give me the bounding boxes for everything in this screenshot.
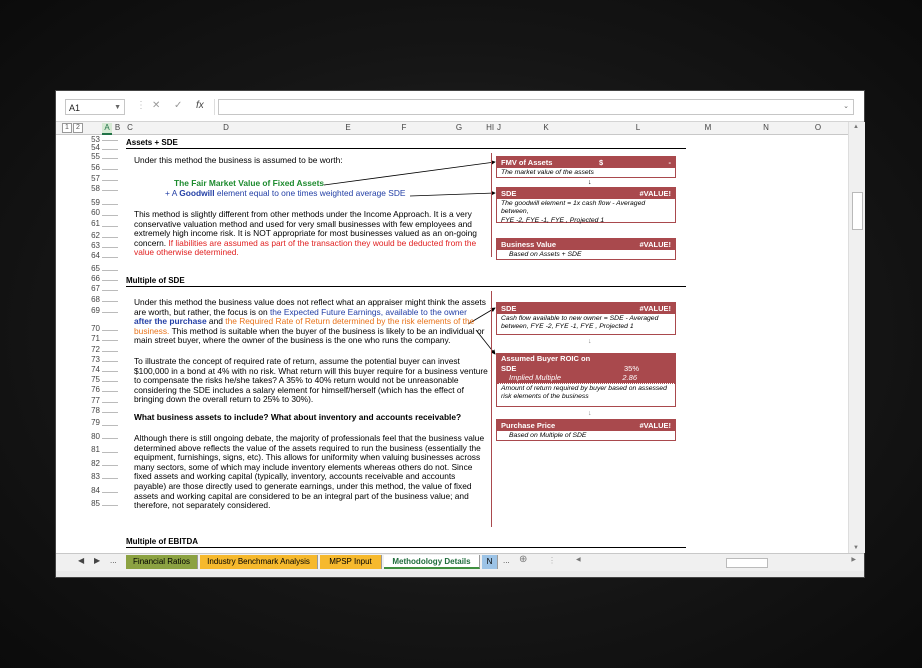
outline-tick <box>102 361 118 362</box>
business-value-desc: Based on Assets + SDE <box>509 251 582 258</box>
spreadsheet-window <box>56 91 864 577</box>
outline-tick <box>102 391 118 392</box>
section-title-multiple-ebitda: Multiple of EBITDA <box>126 537 198 546</box>
row-number[interactable]: 80 <box>91 432 100 441</box>
sde2-title: SDE <box>501 304 517 313</box>
cancel-icon[interactable]: ✕ <box>152 100 161 111</box>
row-number[interactable]: 54 <box>91 143 100 152</box>
vertical-scrollbar[interactable] <box>848 122 865 553</box>
fmv-currency: $ <box>599 158 604 167</box>
row-number[interactable]: 58 <box>91 184 100 193</box>
tab-financial-ratios[interactable]: Financial Ratios <box>126 555 198 569</box>
roic-title-2: SDE <box>501 363 517 373</box>
box-divider-1 <box>491 153 492 257</box>
goodwill-rest: element equal to one times weighted average SDE <box>214 188 406 198</box>
column-n[interactable]: N <box>763 123 769 132</box>
outline-tick <box>102 371 118 372</box>
row-number[interactable]: 53 <box>91 135 100 144</box>
scroll-up-icon[interactable]: ▲ <box>853 124 859 130</box>
formula-input[interactable] <box>218 99 854 115</box>
roic-value[interactable]: 35% <box>623 363 639 373</box>
formula-bar-buttons <box>136 99 215 115</box>
down-arrow-icon: ↓ <box>588 410 592 417</box>
row-number[interactable]: 61 <box>91 219 100 228</box>
tab-next-icon[interactable]: ▶ <box>94 556 101 565</box>
expand-formula-icon[interactable]: ⌄ <box>843 103 849 110</box>
liabilities-note-2: value otherwise determined. <box>134 247 239 258</box>
enter-icon[interactable]: ✓ <box>174 100 183 111</box>
outline-level-1[interactable]: 1 <box>62 123 72 133</box>
goodwill-word: Goodwill <box>179 188 215 198</box>
ror-para-1: To illustrate the concept of required rate of return, assume the potential buyer can invest <box>134 356 460 366</box>
row-number[interactable]: 65 <box>91 264 100 273</box>
sde-para-5: main street buyer, where the owner of the business is the one who runs the company. <box>134 335 451 346</box>
row-number[interactable]: 76 <box>91 385 100 394</box>
row-number[interactable]: 64 <box>91 251 100 260</box>
business-value-header <box>497 239 675 250</box>
section-title-assets-sde: Assets + SDE <box>126 138 178 147</box>
fmv-desc: The market value of the assets <box>501 169 594 176</box>
sde2-desc-2: between, FYE -2, FYE -1, FYE , Projected 1 <box>501 323 634 331</box>
outline-tick <box>102 505 118 506</box>
purchase-price-title: Purchase Price <box>501 421 556 430</box>
tab-prev-icon[interactable]: ◀ <box>78 556 85 565</box>
column-f[interactable]: F <box>401 123 407 132</box>
chevron-down-icon[interactable]: ▼ <box>114 104 121 111</box>
sde-para-2a: are worth, but rather, the focus is on <box>134 306 270 317</box>
row-number[interactable]: 66 <box>91 274 100 283</box>
row-number[interactable]: 59 <box>91 198 100 207</box>
column-j[interactable]: J <box>497 123 501 132</box>
column-o[interactable]: O <box>814 123 822 132</box>
liabilities-note: If liabilities are assumed as part of the transaction they would be deducted from the <box>168 237 477 248</box>
box-divider-2 <box>491 291 492 527</box>
para-line-1: This method is slightly different from other methods under the Income Approach. It is a very <box>134 209 472 219</box>
row-number[interactable]: 62 <box>91 231 100 240</box>
sde-desc-1: The goodwill element = 1x cash flow - Averaged between, <box>501 200 646 216</box>
scroll-thumb[interactable] <box>852 192 863 230</box>
outline-tick <box>102 149 118 150</box>
column-b[interactable]: B <box>114 123 121 132</box>
column-header <box>56 122 864 135</box>
roic-desc-1: Amount of return required by buyer based on assessed <box>501 384 667 392</box>
column-m[interactable]: M <box>704 123 712 132</box>
outline-tick <box>102 478 118 479</box>
outline-tick <box>102 312 118 313</box>
outline-tick <box>102 425 118 426</box>
tab-more-right[interactable]: ... <box>503 556 510 565</box>
column-h[interactable]: H <box>486 123 492 132</box>
row-number[interactable]: 81 <box>91 445 100 454</box>
outline-tick <box>102 465 118 466</box>
sde-desc-2: FYE -2, FYE -1, FYE , Projected 1 <box>501 216 605 224</box>
debate-para-1: Although there is still ongoing debate, the majority of professionals feel that the business value <box>134 433 485 443</box>
row-number[interactable]: 72 <box>91 345 100 354</box>
ror-para-5: bringing down the overall return to 25% to 30%). <box>134 394 314 405</box>
column-l[interactable]: L <box>635 123 641 132</box>
vertical-dots-icon: ⋮ <box>548 556 556 565</box>
row-number[interactable]: 74 <box>91 365 100 374</box>
outline-tick <box>102 190 118 191</box>
sde-title: SDE <box>501 189 517 198</box>
fmv-line: The Fair Market Value of Fixed Assets <box>174 178 325 188</box>
business-value-value: #VALUE! <box>639 240 671 249</box>
row-number[interactable]: 78 <box>91 406 100 415</box>
sde2-desc-1: Cash flow available to new owner = SDE - Averaged <box>501 315 659 322</box>
outline-tick <box>102 247 118 248</box>
sheet-grid <box>118 135 848 553</box>
row-number[interactable]: 56 <box>91 163 100 172</box>
outline-tick <box>102 169 118 170</box>
purchase-price-box <box>496 419 676 441</box>
outline-tick <box>102 270 118 271</box>
outline-level-2[interactable]: 2 <box>73 123 83 133</box>
row-number[interactable]: 57 <box>91 174 100 183</box>
section-divider <box>126 547 686 548</box>
roic-header <box>497 354 675 383</box>
outline-tick <box>102 381 118 382</box>
horizontal-scrollbar[interactable] <box>576 558 856 566</box>
debate-para-8: therefore, not separately considered. <box>134 500 271 511</box>
section-title-multiple-sde: Multiple of SDE <box>126 276 185 285</box>
plus-sign: + <box>165 188 170 198</box>
scroll-down-icon[interactable]: ▼ <box>853 545 859 551</box>
outline-tick <box>102 180 118 181</box>
debate-para-5: fixed assets and working capital (typically, inventory, accounts receivable and accounts <box>134 471 456 482</box>
ror-para-3: to compensate the risks he/she takes? A 35% to 40% return would not be unreasonable <box>134 375 459 386</box>
status-bar <box>56 571 864 577</box>
row-number[interactable]: 83 <box>91 472 100 481</box>
fmv-value: - <box>668 158 671 167</box>
outline-tick <box>102 158 118 159</box>
column-g[interactable]: G <box>455 123 463 132</box>
vertical-dots-icon: ⋮ <box>136 100 146 111</box>
tab-mpsp-input[interactable]: MPSP Input <box>320 555 382 569</box>
scroll-left-icon[interactable]: ◀ <box>576 557 581 563</box>
horizontal-scroll-thumb[interactable] <box>726 558 768 568</box>
row-number[interactable]: 75 <box>91 375 100 384</box>
section-divider <box>126 286 686 287</box>
implied-multiple-label: Implied Multiple <box>509 373 562 382</box>
purchase-price-value: #VALUE! <box>639 421 671 430</box>
outline-tick <box>102 492 118 493</box>
business-word: business. <box>134 325 170 336</box>
row-number[interactable]: 71 <box>91 334 100 343</box>
purchase-price-header <box>497 420 675 431</box>
sde-para-1: Under this method the business value does not reflect what an appraiser might think the assets <box>134 297 486 307</box>
goodwill-arrow <box>410 193 495 196</box>
sheet-tab-bar <box>56 553 864 571</box>
row-number[interactable]: 79 <box>91 418 100 427</box>
after-purchase: after the purchase <box>134 316 207 327</box>
row-number[interactable]: 55 <box>91 152 100 161</box>
formula-bar <box>56 91 864 122</box>
sde2-desc <box>497 314 675 333</box>
outline-tick <box>102 215 118 216</box>
fmv-box-header <box>497 157 675 168</box>
column-a[interactable]: A <box>102 123 112 135</box>
row-headers <box>56 135 118 553</box>
para-concern: concern. <box>134 237 169 248</box>
row-number[interactable]: 60 <box>91 208 100 217</box>
tab-next-sheet[interactable]: N <box>482 555 498 569</box>
outline-tick <box>102 280 118 281</box>
outline-tick <box>102 351 118 352</box>
outline-tick <box>102 204 118 205</box>
sde-para-and: and <box>206 316 226 327</box>
ror-para-4: considering the SDE includes a salary element for himself/herself (which has the effect of <box>134 384 464 395</box>
fmv-arrow <box>324 162 495 185</box>
sde-para-4b: This method is suitable when the buyer of the business is likely to be an individual or <box>169 325 485 336</box>
para-line-2: conservative valuation method and used for very small businesses with few employees and <box>134 218 472 229</box>
name-box[interactable]: A1 ▼ <box>65 99 125 115</box>
roic-desc-2: risk elements of the business <box>501 392 589 400</box>
roic-title-1: Assumed Buyer ROIC on <box>501 354 591 363</box>
tab-industry-benchmark[interactable]: Industry Benchmark Analysis <box>200 555 318 569</box>
insert-function-icon[interactable]: fx <box>196 100 204 111</box>
outline-tick <box>102 438 118 439</box>
outline-tick <box>102 402 118 403</box>
implied-multiple-value: 2.86 <box>622 373 637 382</box>
fmv-title: FMV of Assets <box>501 158 553 167</box>
tab-methodology-details[interactable]: Methodology Details <box>384 555 480 569</box>
debate-para-7: assets and working capital are considered to be an integral part of the business value; and <box>134 490 469 501</box>
method-intro: Under this method the business is assumed to be worth: <box>134 155 343 165</box>
sde-box-header <box>497 188 675 199</box>
down-arrow-icon: ↓ <box>588 179 592 186</box>
row-number[interactable]: 73 <box>91 355 100 364</box>
para-line-3: extremely high income risk. It is NOT appropriate for most businesses valued as an on-going <box>134 228 477 239</box>
debate-para-4: many sectors, some of which may include inventory elements whereas others do not. Since <box>134 461 473 472</box>
column-c[interactable]: C <box>127 123 133 132</box>
row-number[interactable]: 77 <box>91 396 100 405</box>
sde-value: #VALUE! <box>639 189 671 198</box>
implied-multiple-row <box>501 373 671 383</box>
column-d[interactable]: D <box>223 123 229 132</box>
outline-tick <box>102 257 118 258</box>
goodwill-a: A <box>171 188 180 198</box>
column-e[interactable]: E <box>345 123 351 132</box>
row-number[interactable]: 82 <box>91 459 100 468</box>
column-k[interactable]: K <box>543 123 549 132</box>
required-return: the Required Rate of Return determined by the risk elements of the <box>225 316 475 327</box>
business-value-title: Business Value <box>501 240 557 249</box>
assets-question: What business assets to include? What about inventory and accounts receivable? <box>134 412 462 422</box>
expected-earnings: the Expected Future Earnings, available to the owner <box>269 306 467 317</box>
row-number[interactable]: 69 <box>91 306 100 315</box>
sde2-value: #VALUE! <box>639 304 671 313</box>
debate-para-2: determined above reflects the value of the assets required to run the business (essentially the <box>134 442 481 453</box>
debate-para-3: equipment, furnishings, signs, etc). This allows for uniformity when valuing businesses across <box>134 452 481 463</box>
outline-tick <box>102 412 118 413</box>
tab-more-left[interactable]: ... <box>110 556 117 565</box>
outline-tick <box>102 226 118 227</box>
outline-tick <box>102 290 118 291</box>
fmv-box <box>496 156 676 178</box>
row-number[interactable]: 84 <box>91 486 100 495</box>
column-i[interactable]: I <box>491 123 495 132</box>
row-number[interactable]: 63 <box>91 241 100 250</box>
row-number[interactable]: 68 <box>91 295 100 304</box>
sde-desc <box>497 199 675 226</box>
purchase-price-desc: Based on Multiple of SDE <box>509 432 587 439</box>
sde-box <box>496 187 676 223</box>
outline-tick <box>102 340 118 341</box>
row-number[interactable]: 67 <box>91 284 100 293</box>
outline-tick <box>102 452 118 453</box>
outline-tick <box>102 301 118 302</box>
roic-desc <box>497 383 675 403</box>
row-number[interactable]: 85 <box>91 499 100 508</box>
ror-para-2: $100,000 in a bond at 4% with no risk. What return will this buyer require for a business venture <box>134 365 488 376</box>
roic-box <box>496 353 676 407</box>
outline-tick <box>102 140 118 141</box>
outline-tick <box>102 237 118 238</box>
debate-para-6: payable) are those directly used to generate earnings, under this method, the value of fixed <box>134 481 472 491</box>
outline-level-buttons <box>62 123 84 133</box>
scroll-right-icon[interactable]: ▶ <box>851 557 856 563</box>
business-value-box <box>496 238 676 260</box>
row-number[interactable]: 70 <box>91 324 100 333</box>
outline-tick <box>102 330 118 331</box>
sde-multiple-box <box>496 302 676 335</box>
down-arrow-icon: ↓ <box>588 338 592 345</box>
sde-multiple-header <box>497 303 675 314</box>
add-sheet-icon[interactable]: ⊕ <box>519 554 528 565</box>
